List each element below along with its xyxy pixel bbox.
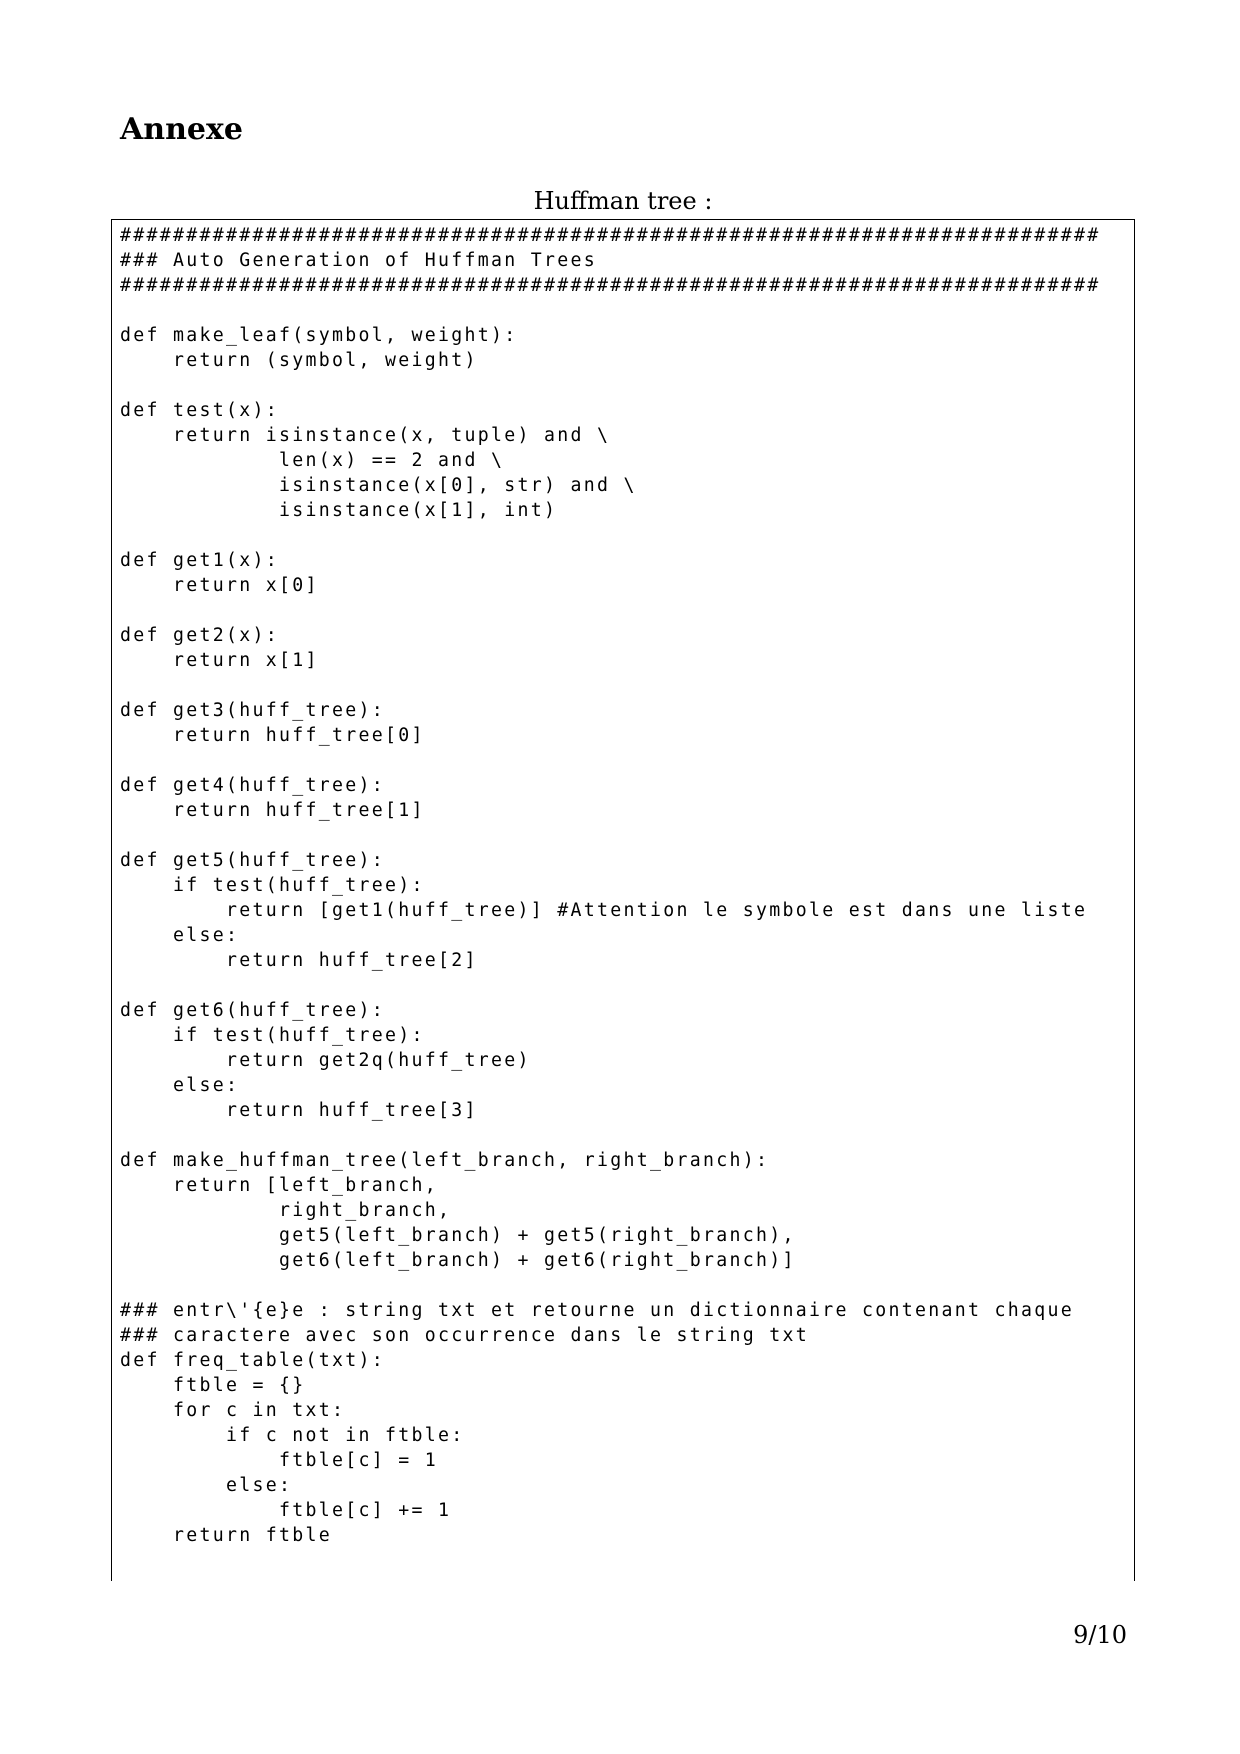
code-line: def get4(huff_tree): <box>120 775 385 796</box>
code-line <box>120 523 1100 548</box>
code-line <box>120 1123 1100 1148</box>
code-line: return [get1(huff_tree)] #Attention le symbole est dans une liste <box>120 900 1088 921</box>
code-line: for c in txt: <box>120 1400 346 1421</box>
code-line: ### caractere avec son occurrence dans le string txt <box>120 1325 809 1346</box>
code-line <box>120 748 1100 773</box>
code-line: def get1(x): <box>120 550 279 571</box>
code-line: return huff_tree[0] <box>120 725 425 746</box>
code-line: def freq_table(txt): <box>120 1350 385 1371</box>
code-line: ########################################################################## <box>120 275 1101 296</box>
code-line <box>120 298 1100 323</box>
code-line: return isinstance(x, tuple) and \ <box>120 425 611 446</box>
code-line <box>120 673 1100 698</box>
code-line: return ftble <box>120 1525 332 1546</box>
code-line: def get6(huff_tree): <box>120 1000 385 1021</box>
code-line: ### Auto Generation of Huffman Trees <box>120 250 597 271</box>
code-line: return (symbol, weight) <box>120 350 478 371</box>
code-line: def get3(huff_tree): <box>120 700 385 721</box>
code-line <box>120 1273 1100 1298</box>
code-line <box>120 973 1100 998</box>
code-listing <box>120 223 1100 1573</box>
code-line: else: <box>120 1475 293 1496</box>
code-line: def test(x): <box>120 400 279 421</box>
code-line: ftble[c] += 1 <box>120 1500 452 1521</box>
code-line: if test(huff_tree): <box>120 1025 425 1046</box>
listing-caption: Huffman tree : <box>533 187 713 215</box>
code-line: return x[0] <box>120 575 319 596</box>
code-line: ########################################################################## <box>120 225 1101 246</box>
code-line: right_branch, <box>120 1200 452 1221</box>
code-line: ftble[c] = 1 <box>120 1450 438 1471</box>
code-line: else: <box>120 925 240 946</box>
code-line: return huff_tree[1] <box>120 800 425 821</box>
code-line: def get2(x): <box>120 625 279 646</box>
code-line <box>120 1548 1100 1573</box>
code-line: return huff_tree[3] <box>120 1100 478 1121</box>
code-line <box>120 373 1100 398</box>
code-line: return x[1] <box>120 650 319 671</box>
code-line: def make_huffman_tree(left_branch, right_branch): <box>120 1150 770 1171</box>
code-listing-frame <box>111 219 1135 1581</box>
code-line: return [left_branch, <box>120 1175 438 1196</box>
code-line: ftble = {} <box>120 1375 306 1396</box>
code-line: def get5(huff_tree): <box>120 850 385 871</box>
code-line: def make_leaf(symbol, weight): <box>120 325 518 346</box>
page-number: 9/10 <box>1073 1621 1127 1649</box>
code-line <box>120 823 1100 848</box>
code-line: get6(left_branch) + get6(right_branch)] <box>120 1250 796 1271</box>
code-line <box>120 598 1100 623</box>
code-line: get5(left_branch) + get5(right_branch), <box>120 1225 796 1246</box>
code-line: len(x) == 2 and \ <box>120 450 505 471</box>
code-line: else: <box>120 1075 240 1096</box>
code-line: return get2q(huff_tree) <box>120 1050 531 1071</box>
code-line: isinstance(x[1], int) <box>120 500 558 521</box>
code-line: return huff_tree[2] <box>120 950 478 971</box>
code-line: if c not in ftble: <box>120 1425 465 1446</box>
code-line: ### entr\'{e}e : string txt et retourne un dictionnaire contenant chaque <box>120 1300 1074 1321</box>
section-heading: Annexe <box>120 112 243 147</box>
code-line: if test(huff_tree): <box>120 875 425 896</box>
code-line: isinstance(x[0], str) and \ <box>120 475 637 496</box>
